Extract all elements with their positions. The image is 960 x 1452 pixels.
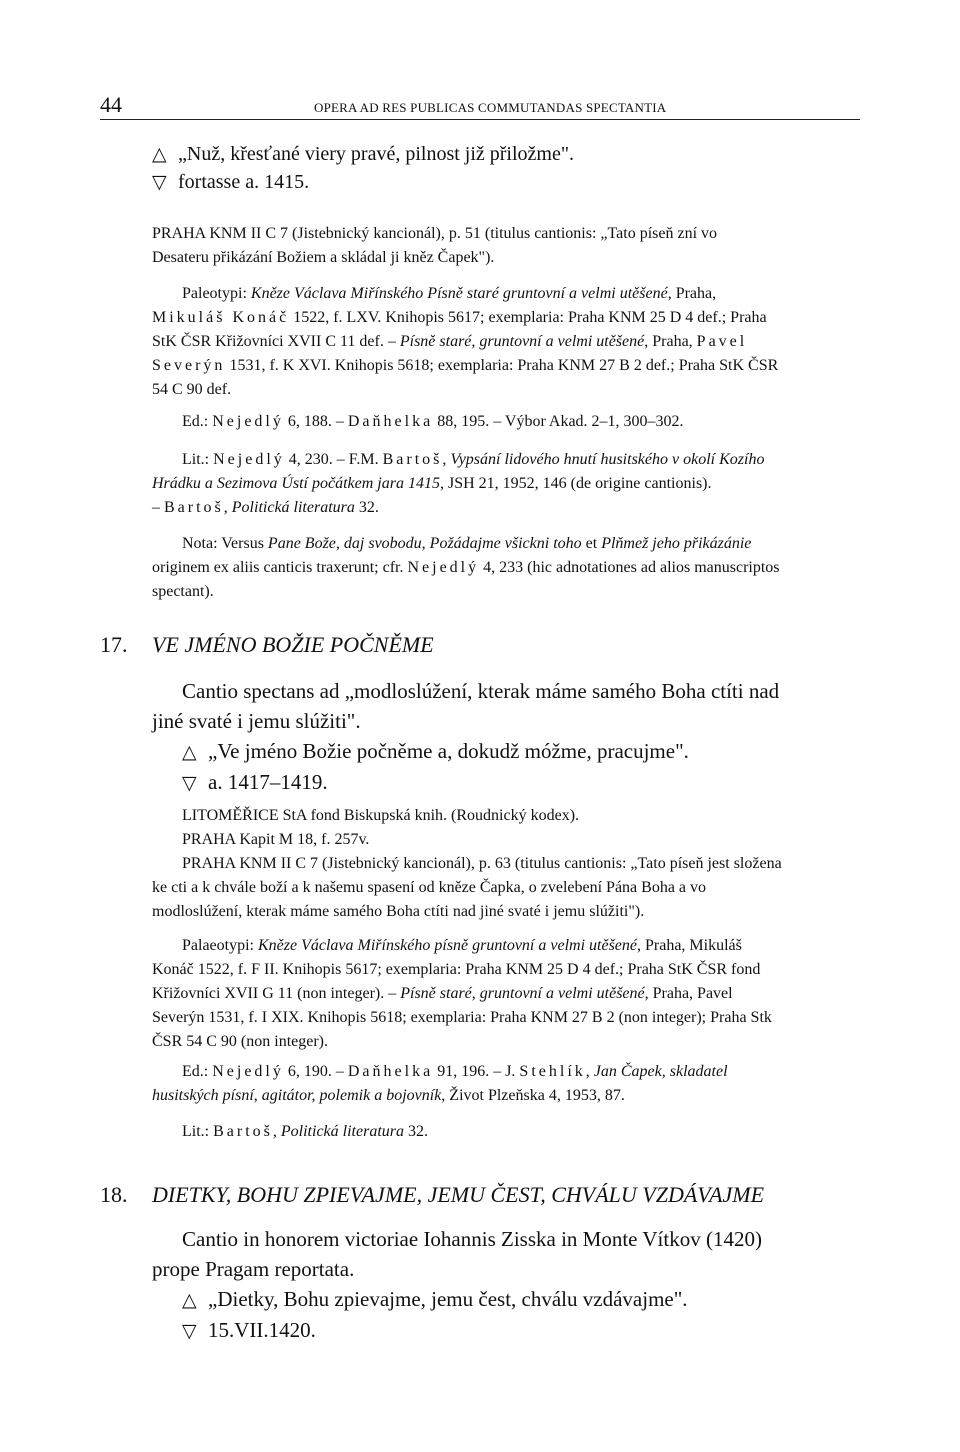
source-line: modloslúžení, kterak máme samého Boha ctíti nad jiné svaté i jemu slúžiti").: [152, 903, 645, 920]
song16-date: ▽ fortasse a. 1415.: [152, 168, 860, 196]
source-line: PRAHA KNM II C 7 (Jistebnický kancionál), p. 51 (titulus cantionis: „Tato píseň zní vo: [152, 225, 718, 242]
literature-line: – Bartoš, Politická literatura 32.: [152, 499, 379, 516]
incipit-triangle-icon: △: [152, 143, 167, 165]
song-title: DIETKY, BOHU ZPIEVAJME, JEMU ČEST, CHVÁLU VZDÁVAJME: [152, 1182, 765, 1207]
song-title: VE JMÉNO BOŽIE POČNĚME: [152, 632, 434, 657]
source-line: ke cti a k chvále boží a k našemu spasení od kněze Čapka, o zvelebení Pána Boha a vo: [152, 879, 707, 896]
song17-heading: [100, 630, 860, 660]
song18-incipit: △ „Dietky, Bohu zpievajme, jemu čest, chválu vzdávajme".: [152, 1284, 860, 1315]
song16-incipit: △ „Nuž, křesťané viery pravé, pilnost již přiložme".: [152, 140, 860, 168]
song-number: 17.: [100, 632, 128, 657]
song18-heading: [100, 1180, 860, 1210]
incipit-triangle-icon: △: [182, 1289, 197, 1311]
song17-editions: [152, 1060, 860, 1108]
nota-line: spectant).: [152, 583, 214, 600]
literature-line: Lit.: Nejedlý 4, 230. – F.M. Bartoš, Vypsání lidového hnutí husitského v okolí Kozího: [182, 451, 765, 468]
description-line: prope Pragam reportata.: [152, 1257, 355, 1281]
paleotypi-line: Severýn 1531, f. K XVI. Knihopis 5618; exemplaria: Praha KNM 27 B 2 def.; Praha StK ČSR: [152, 357, 779, 374]
running-title: OPERA AD RES PUBLICAS COMMUTANDAS SPECTANTIA: [314, 100, 667, 115]
song17-paleotypi: [152, 934, 860, 1054]
paleotypi-line: Severýn 1531, f. I XIX. Knihopis 5618; exemplaria: Praha KNM 27 B 2 (non integer); Praha Stk: [152, 1009, 772, 1026]
song16-editions: Ed.: Nejedlý 6, 188. – Daňhelka 88, 195. – Výbor Akad. 2–1, 300–302.: [182, 413, 684, 430]
date-triangle-icon: ▽: [182, 772, 197, 794]
editions-line: husitských písní, agitátor, polemik a bojovník, Život Plzeňska 4, 1953, 87.: [152, 1087, 625, 1104]
song-number: 18.: [100, 1182, 128, 1207]
song16-source: [152, 222, 860, 270]
paleotypi-line: StK ČSR Křižovníci XVII C 11 def. – Písně staré, gruntovní a velmi utěšené, Praha, Pavel: [152, 333, 748, 350]
source-line: PRAHA KNM II C 7 (Jistebnický kancionál), p. 63 (titulus cantionis: „Tato píseň jest složena: [182, 855, 782, 872]
song16-literature: [152, 448, 860, 520]
source-line: LITOMĚŘICE StA fond Biskupská knih. (Roudnický kodex).: [182, 807, 580, 824]
page-number: 44: [100, 92, 122, 117]
song18-date: ▽ 15.VII.1420.: [152, 1315, 860, 1346]
paleotypi-line: Palaeotypi: Kněze Václava Miřínského písně gruntovní a velmi utěšené, Praha, Mikuláš: [182, 937, 742, 954]
song17-sources: [152, 804, 860, 924]
paleotypi-line: ČSR 54 C 90 (non integer).: [152, 1033, 328, 1050]
paleotypi-line: 54 C 90 def.: [152, 381, 232, 398]
song16-incipit-block: [152, 140, 860, 196]
paleotypi-line: Konáč 1522, f. F II. Knihopis 5617; exemplaria: Praha KNM 25 D 4 def.; Praha StK ČSR fond: [152, 961, 761, 978]
incipit-triangle-icon: △: [182, 741, 197, 763]
page-header: [100, 92, 860, 122]
song16-paleotypi: [152, 282, 860, 402]
date-triangle-icon: ▽: [152, 171, 167, 193]
description-line: Cantio spectans ad „modloslúžení, kterak máme samého Boha ctíti nad: [182, 679, 780, 703]
song17-incipit: △ „Ve jméno Božie počněme a, dokudž móžme, pracujme".: [152, 736, 860, 767]
source-line: PRAHA Kapit M 18, f. 257v.: [182, 831, 370, 848]
header-rule: [100, 119, 860, 120]
description-line: jiné svaté i jemu slúžiti".: [152, 709, 361, 733]
nota-line: originem ex aliis canticis traxerunt; cfr. Nejedlý 4, 233 (hic adnotationes ad alios manuscriptos: [152, 559, 780, 576]
song17-description: [152, 676, 860, 798]
paleotypi-line: Paleotypi: Kněze Václava Miřínského Písně staré gruntovní a velmi utěšené, Praha,: [182, 285, 717, 302]
source-line: Desateru přikázání Božiem a skládal ji kněz Čapek").: [152, 249, 495, 266]
paleotypi-line: Mikuláš Konáč 1522, f. LXV. Knihopis 5617; exemplaria: Praha KNM 25 D 4 def.; Praha: [152, 309, 767, 326]
song18-description: [152, 1224, 860, 1346]
song17-date: ▽ a. 1417–1419.: [152, 767, 860, 798]
nota-line: Nota: Versus Pane Bože, daj svobodu, Požádajme všickni toho et Plňmež jeho přikázánie: [182, 535, 752, 552]
paleotypi-line: Křižovníci XVII G 11 (non integer). – Písně staré, gruntovní a velmi utěšené, Praha, Pavel: [152, 985, 733, 1002]
song16-nota: [152, 532, 860, 604]
date-triangle-icon: ▽: [182, 1320, 197, 1342]
description-line: Cantio in honorem victoriae Iohannis Zisska in Monte Vítkov (1420): [182, 1227, 762, 1251]
song17-literature: Lit.: Bartoš, Politická literatura 32.: [182, 1123, 428, 1140]
editions-line: Ed.: Nejedlý 6, 190. – Daňhelka 91, 196. – J. Stehlík, Jan Čapek, skladatel: [182, 1063, 728, 1080]
literature-line: Hrádku a Sezimova Ústí počátkem jara 1415, JSH 21, 1952, 146 (de origine cantionis).: [152, 475, 712, 492]
